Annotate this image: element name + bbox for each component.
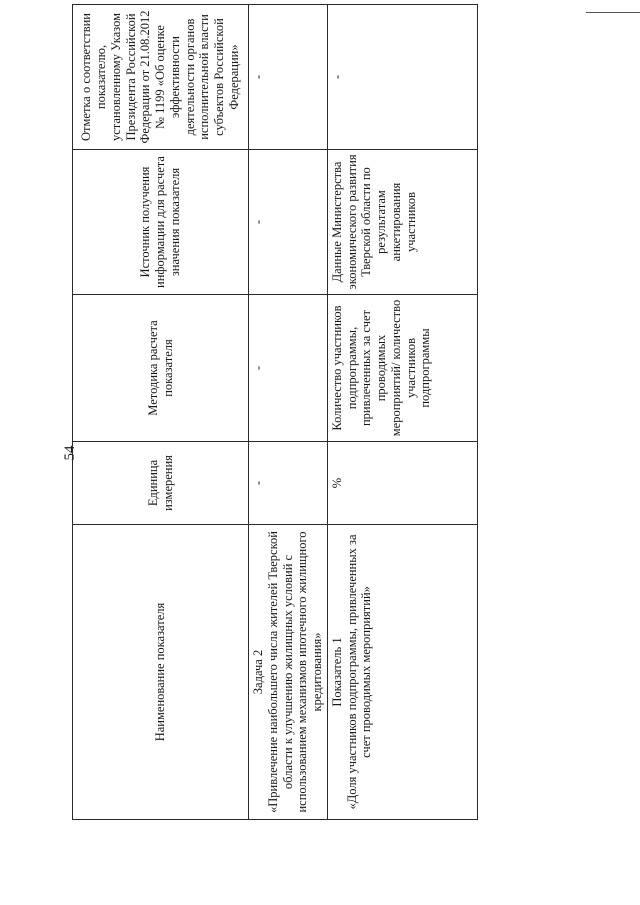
task-mark-cell: - — [249, 5, 328, 150]
indicator-source-cell: Данные Министерства экономического развития Тверской области по результатам анкетирования участников — [327, 150, 477, 295]
table-row — [249, 5, 328, 820]
rotated-table-container — [72, 10, 472, 820]
corner-rule — [586, 12, 640, 13]
task-text: «Привлечение наибольшего числа жителей Тверской области к улучшению жилищных условий с использованием механизмов ипотечного жилищного кредитования» — [265, 531, 324, 813]
indicator-text: «Доля участников подпрограммы, привлеченных за счет проводимых мероприятий» — [344, 534, 374, 810]
task-name-cell — [249, 525, 328, 820]
header-unit: Единица измерения — [73, 442, 249, 525]
task-label: Задача 2 — [251, 649, 265, 695]
indicator-mark-cell: - — [327, 5, 477, 150]
header-name: Наименование показателя — [73, 525, 249, 820]
task-method-cell: - — [249, 295, 328, 442]
task-unit-cell: - — [249, 442, 328, 525]
task-source-cell: - — [249, 150, 328, 295]
indicator-method-cell: Количество участников подпрограммы, привлеченных за счет проводимых мероприятий/ количество участников подпрограммы — [327, 295, 477, 442]
table-header-row — [73, 5, 249, 820]
table-row — [327, 5, 477, 820]
indicator-unit-cell: % — [327, 442, 477, 525]
header-source: Источник получения информации для расчета значения показателя — [73, 150, 249, 295]
indicator-table — [72, 4, 478, 820]
indicator-name-cell — [327, 525, 477, 820]
header-mark: Отметка о соответствии показателю, установленному Указом Президента Российской Федерации от 21.08.2012 № 1199 «Об оценке эффективности деятельности органов исполнительной власти субъектов Российской Федерации» — [73, 5, 249, 150]
page-number: 54 — [62, 445, 78, 461]
header-method: Методика расчета показателя — [73, 295, 249, 442]
indicator-label: Показатель 1 — [329, 637, 344, 707]
